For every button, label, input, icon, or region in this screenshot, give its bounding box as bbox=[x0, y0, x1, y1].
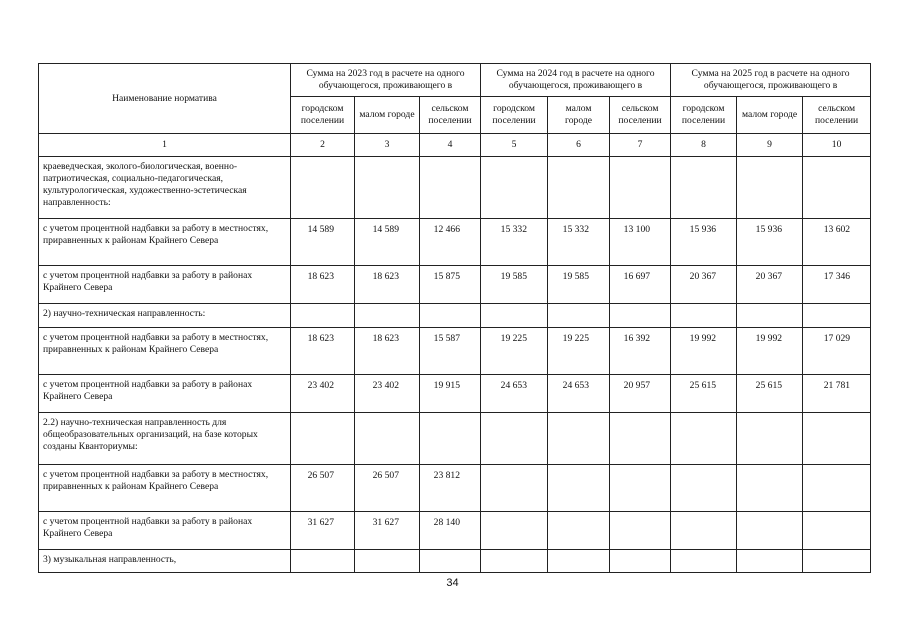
subheader-small-town: малом городе bbox=[548, 97, 610, 134]
value-cell: 19 992 bbox=[737, 328, 803, 375]
value-cell bbox=[355, 304, 420, 328]
column-index: 8 bbox=[671, 134, 737, 157]
value-cell bbox=[481, 157, 548, 219]
value-cell: 19 585 bbox=[481, 266, 548, 304]
value-cell bbox=[737, 157, 803, 219]
value-cell: 18 623 bbox=[291, 328, 355, 375]
column-index: 6 bbox=[548, 134, 610, 157]
value-cell bbox=[671, 413, 737, 465]
value-cell: 19 225 bbox=[481, 328, 548, 375]
value-cell bbox=[671, 157, 737, 219]
value-cell bbox=[548, 304, 610, 328]
subheader-urban: городском поселении bbox=[481, 97, 548, 134]
value-cell: 17 029 bbox=[803, 328, 871, 375]
value-cell bbox=[610, 550, 671, 573]
value-cell: 15 936 bbox=[737, 219, 803, 266]
value-cell: 18 623 bbox=[355, 266, 420, 304]
value-cell: 31 627 bbox=[291, 512, 355, 550]
value-cell: 19 585 bbox=[548, 266, 610, 304]
value-cell bbox=[291, 413, 355, 465]
value-cell bbox=[355, 157, 420, 219]
column-index: 9 bbox=[737, 134, 803, 157]
row-label: с учетом процентной надбавки за работу в местностях, приравненных к районам Крайнего Севера bbox=[39, 328, 291, 375]
header-year-2025: Сумма на 2025 год в расчете на одного обучающегося, проживающего в bbox=[671, 64, 871, 97]
table-row bbox=[39, 266, 871, 304]
value-cell: 25 615 bbox=[737, 375, 803, 413]
value-cell: 15 332 bbox=[548, 219, 610, 266]
value-cell bbox=[548, 550, 610, 573]
column-index-row bbox=[39, 134, 871, 157]
value-cell bbox=[420, 304, 481, 328]
value-cell: 23 402 bbox=[355, 375, 420, 413]
table-row bbox=[39, 328, 871, 375]
value-cell bbox=[737, 512, 803, 550]
value-cell: 14 589 bbox=[355, 219, 420, 266]
value-cell bbox=[548, 512, 610, 550]
value-cell: 21 781 bbox=[803, 375, 871, 413]
table-row bbox=[39, 413, 871, 465]
row-label: 2) научно-техническая направленность: bbox=[39, 304, 291, 328]
table-row bbox=[39, 219, 871, 266]
subheader-rural: сельском поселении bbox=[803, 97, 871, 134]
value-cell bbox=[420, 413, 481, 465]
value-cell bbox=[803, 465, 871, 512]
value-cell: 14 589 bbox=[291, 219, 355, 266]
value-cell: 12 466 bbox=[420, 219, 481, 266]
value-cell bbox=[291, 304, 355, 328]
header-name-column: Наименование норматива bbox=[39, 64, 291, 134]
value-cell bbox=[548, 157, 610, 219]
value-cell: 16 392 bbox=[610, 328, 671, 375]
column-index: 5 bbox=[481, 134, 548, 157]
value-cell: 13 100 bbox=[610, 219, 671, 266]
column-index: 2 bbox=[291, 134, 355, 157]
value-cell: 19 992 bbox=[671, 328, 737, 375]
value-cell: 20 367 bbox=[737, 266, 803, 304]
value-cell bbox=[803, 304, 871, 328]
value-cell bbox=[610, 157, 671, 219]
value-cell bbox=[481, 465, 548, 512]
value-cell bbox=[610, 512, 671, 550]
subheader-small-town: малом городе bbox=[737, 97, 803, 134]
value-cell: 26 507 bbox=[291, 465, 355, 512]
row-label: 3) музыкальная направленность, bbox=[39, 550, 291, 573]
table-row bbox=[39, 157, 871, 219]
value-cell: 15 332 bbox=[481, 219, 548, 266]
value-cell bbox=[737, 465, 803, 512]
column-index: 10 bbox=[803, 134, 871, 157]
value-cell: 19 915 bbox=[420, 375, 481, 413]
table-row bbox=[39, 465, 871, 512]
row-label: с учетом процентной надбавки за работу в районах Крайнего Севера bbox=[39, 512, 291, 550]
value-cell bbox=[737, 413, 803, 465]
column-index: 1 bbox=[39, 134, 291, 157]
value-cell: 24 653 bbox=[481, 375, 548, 413]
row-label: 2.2) научно-техническая направленность для общеобразовательных организаций, на базе которых созданы Кванториумы: bbox=[39, 413, 291, 465]
table-row bbox=[39, 550, 871, 573]
value-cell: 26 507 bbox=[355, 465, 420, 512]
subheader-urban: городском поселении bbox=[291, 97, 355, 134]
value-cell bbox=[671, 304, 737, 328]
row-label: с учетом процентной надбавки за работу в районах Крайнего Севера bbox=[39, 375, 291, 413]
column-index: 7 bbox=[610, 134, 671, 157]
value-cell bbox=[481, 512, 548, 550]
value-cell bbox=[803, 550, 871, 573]
subheader-rural: сельском поселении bbox=[420, 97, 481, 134]
value-cell bbox=[610, 413, 671, 465]
value-cell bbox=[355, 550, 420, 573]
value-cell bbox=[548, 465, 610, 512]
subheader-small-town: малом городе bbox=[355, 97, 420, 134]
value-cell bbox=[610, 304, 671, 328]
row-label: с учетом процентной надбавки за работу в районах Крайнего Севера bbox=[39, 266, 291, 304]
value-cell bbox=[355, 413, 420, 465]
column-index: 3 bbox=[355, 134, 420, 157]
value-cell bbox=[291, 550, 355, 573]
value-cell: 15 587 bbox=[420, 328, 481, 375]
value-cell bbox=[803, 413, 871, 465]
value-cell: 16 697 bbox=[610, 266, 671, 304]
row-label: с учетом процентной надбавки за работу в местностях, приравненных к районам Крайнего Севера bbox=[39, 219, 291, 266]
row-label: краеведческая, эколого-биологическая, военно-патриотическая, социально-педагогическая, культурологическая, художественно-эстетическая направленность: bbox=[39, 157, 291, 219]
table-row bbox=[39, 375, 871, 413]
subheader-rural: сельском поселении bbox=[610, 97, 671, 134]
value-cell bbox=[671, 465, 737, 512]
header-year-2024: Сумма на 2024 год в расчете на одного обучающегося, проживающего в bbox=[481, 64, 671, 97]
value-cell: 15 875 bbox=[420, 266, 481, 304]
value-cell bbox=[671, 512, 737, 550]
subheader-urban: городском поселении bbox=[671, 97, 737, 134]
row-label: с учетом процентной надбавки за работу в местностях, приравненных к районам Крайнего Севера bbox=[39, 465, 291, 512]
value-cell: 23 402 bbox=[291, 375, 355, 413]
value-cell bbox=[737, 304, 803, 328]
value-cell: 18 623 bbox=[291, 266, 355, 304]
normatives-table bbox=[38, 63, 871, 573]
value-cell: 15 936 bbox=[671, 219, 737, 266]
value-cell: 19 225 bbox=[548, 328, 610, 375]
value-cell bbox=[420, 157, 481, 219]
header-year-2023: Сумма на 2023 год в расчете на одного обучающегося, проживающего в bbox=[291, 64, 481, 97]
value-cell bbox=[548, 413, 610, 465]
value-cell bbox=[481, 550, 548, 573]
page-number: 34 bbox=[446, 577, 459, 589]
value-cell bbox=[671, 550, 737, 573]
value-cell: 28 140 bbox=[420, 512, 481, 550]
value-cell bbox=[610, 465, 671, 512]
value-cell bbox=[803, 512, 871, 550]
value-cell: 13 602 bbox=[803, 219, 871, 266]
value-cell bbox=[481, 413, 548, 465]
value-cell: 23 812 bbox=[420, 465, 481, 512]
value-cell: 18 623 bbox=[355, 328, 420, 375]
column-index: 4 bbox=[420, 134, 481, 157]
value-cell bbox=[291, 157, 355, 219]
table-row bbox=[39, 512, 871, 550]
value-cell: 20 367 bbox=[671, 266, 737, 304]
value-cell: 17 346 bbox=[803, 266, 871, 304]
table-row bbox=[39, 304, 871, 328]
value-cell bbox=[737, 550, 803, 573]
value-cell: 31 627 bbox=[355, 512, 420, 550]
value-cell bbox=[481, 304, 548, 328]
value-cell: 20 957 bbox=[610, 375, 671, 413]
value-cell bbox=[420, 550, 481, 573]
value-cell: 25 615 bbox=[671, 375, 737, 413]
value-cell bbox=[803, 157, 871, 219]
header-row-groups bbox=[39, 64, 871, 97]
value-cell: 24 653 bbox=[548, 375, 610, 413]
